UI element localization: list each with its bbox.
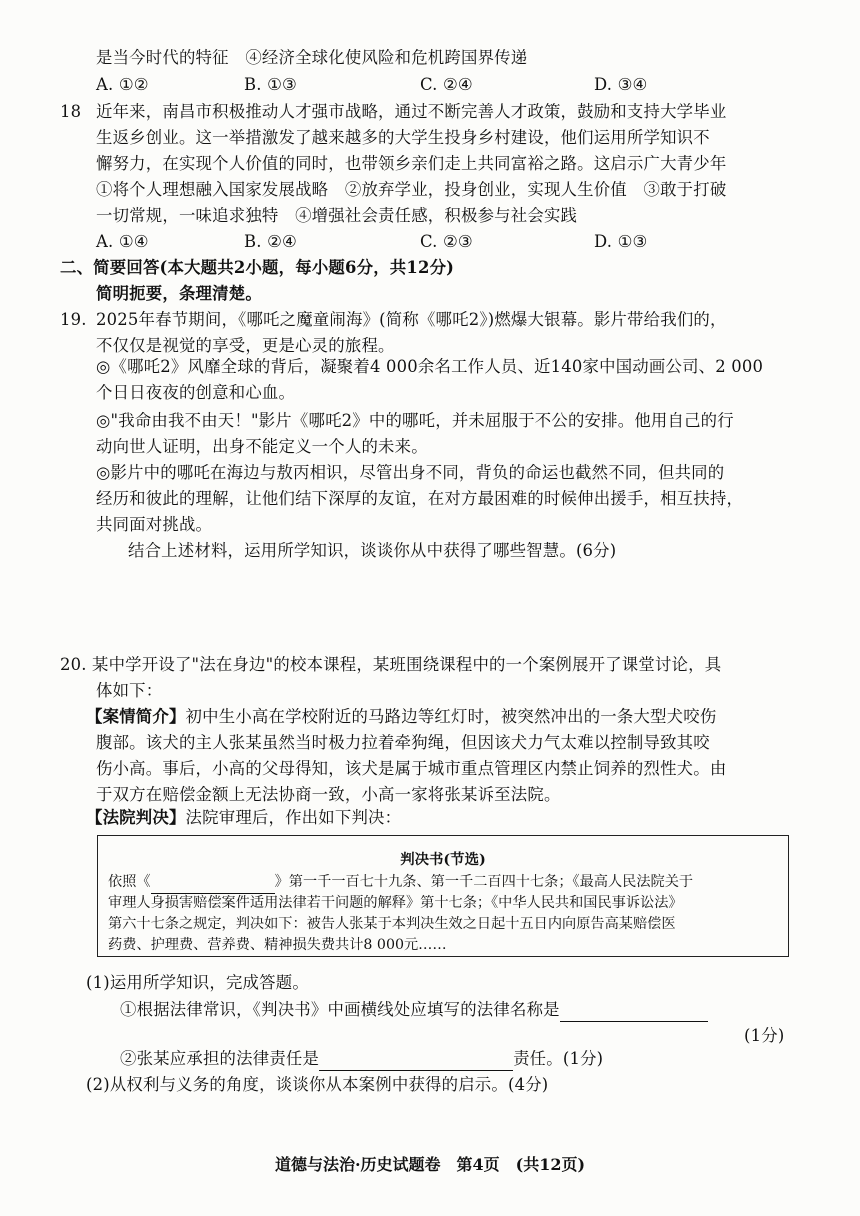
q18-line: ①将个人理想融入国家发展战略 ②放弃学业，投身创业，实现人生价值 ③敢于打破 bbox=[96, 180, 727, 199]
judgment-line-1-post: 》第一千一百七十九条、第一千二百四十七条；《最高人民法院关于 bbox=[274, 874, 694, 890]
answer-blank bbox=[560, 1003, 708, 1022]
q18-option-b: B. ②④ bbox=[244, 232, 297, 251]
verdict-intro bbox=[86, 806, 401, 830]
sub-question-1a-score: (1分) bbox=[744, 1026, 785, 1045]
judgment-line-4: 药费、护理费、营养费、精神损失费共计8 000元…… bbox=[108, 937, 447, 953]
judgment-line-1-pre: 依照《 bbox=[108, 874, 151, 890]
q17-option-c: C. ②④ bbox=[420, 75, 473, 94]
q19-line: ◎影片中的哪吒在海边与敖丙相识，尽管出身不同，背负的命运也截然不同，但共同的 bbox=[96, 463, 725, 482]
q20-number: 20. bbox=[60, 655, 87, 674]
q19-line: 不仅仅是视觉的享受，更是心灵的旅程。 bbox=[96, 336, 395, 355]
q17-option-a: A. ①② bbox=[96, 75, 149, 94]
case-intro bbox=[86, 705, 716, 729]
q18-line: 生返乡创业。这一举措激发了越来越多的大学生投身乡村建设，他们运用所学知识不 bbox=[96, 128, 710, 147]
q19-line: 2025年春节期间，《哪吒之魔童闹海》(简称《哪吒2》)燃爆大银幕。影片带给我们的， bbox=[96, 310, 727, 329]
q20-line: 体如下： bbox=[96, 681, 163, 700]
verdict-label: 【法院判决】 bbox=[86, 808, 186, 827]
q19-number: 19. bbox=[60, 310, 87, 329]
q17-tail: 是当今时代的特征 ④经济全球化使风险和危机跨国界传递 bbox=[96, 48, 528, 67]
q17-option-d: D. ③④ bbox=[594, 75, 648, 94]
q19-line: 动向世人证明，出身不能定义一个人的未来。 bbox=[96, 437, 428, 456]
answer-blank bbox=[319, 1052, 513, 1071]
sub-question-1b-post: 责任。(1分) bbox=[513, 1049, 604, 1068]
judgment-line-3: 第六十七条之规定，判决如下：被告人张某于本判决生效之日起十五日内向原告高某赔偿医 bbox=[108, 916, 676, 932]
q18-option-c: C. ②③ bbox=[420, 232, 473, 251]
sub-question-1: (1)运用所学知识，完成答题。 bbox=[86, 973, 309, 992]
page-footer: 道德与法治·历史试题卷 第4页 (共12页) bbox=[274, 1155, 586, 1174]
q17-option-b: B. ①③ bbox=[244, 75, 297, 94]
judgment-line-2: 审理人身损害赔偿案件适用法律若干问题的解释》第十七条；《中华人民共和国民事诉讼法》 bbox=[108, 895, 683, 911]
q20-line: 某中学开设了"法在身边"的校本课程，某班围绕课程中的一个案例展开了课堂讨论，具 bbox=[92, 655, 722, 674]
q18-line: 懈努力，在实现个人价值的同时，也带领乡亲们走上共同富裕之路。这启示广大青少年 bbox=[96, 154, 727, 173]
section-heading: 二、简要回答(本大题共2小题，每小题6分，共12分) bbox=[60, 258, 455, 277]
q18-line: 一切常规，一味追求独特 ④增强社会责任感，积极参与社会实践 bbox=[96, 206, 578, 225]
sub-question-1b bbox=[120, 1047, 603, 1071]
q18-line: 近年来，南昌市积极推动人才强市战略，通过不断完善人才政策，鼓励和支持大学毕业 bbox=[96, 102, 727, 121]
q19-line: 共同面对挑战。 bbox=[96, 515, 213, 534]
sub-question-1a bbox=[120, 998, 708, 1022]
case-line: 腹部。该犬的主人张某虽然当时极力拉着牵狗绳，但因该犬力气太难以控制导致其咬 bbox=[96, 733, 710, 752]
case-line: 于双方在赔偿金额上无法协商一致，小高一家将张某诉至法院。 bbox=[96, 785, 561, 804]
q19-line: 经历和彼此的理解，让他们结下深厚的友谊，在对方最困难的时候伸出援手，相互扶持， bbox=[96, 489, 744, 508]
q19-question: 结合上述材料，运用所学知识，谈谈你从中获得了哪些智慧。(6分) bbox=[128, 541, 617, 560]
case-line: 伤小高。事后，小高的父母得知，该犬是属于城市重点管理区内禁止饲养的烈性犬。由 bbox=[96, 759, 727, 778]
sub-question-2: (2)从权利与义务的角度，谈谈你从本案例中获得的启示。(4分) bbox=[86, 1075, 549, 1094]
judgment-title: 判决书(节选) bbox=[400, 851, 486, 868]
sub-question-1b-pre: ②张某应承担的法律责任是 bbox=[120, 1049, 320, 1068]
q18-option-a: A. ①④ bbox=[96, 232, 149, 251]
q18-number: 18 bbox=[60, 102, 82, 121]
judgment-box bbox=[97, 835, 789, 957]
verdict-text: 法院审理后，作出如下判决： bbox=[185, 808, 402, 827]
sub-question-1a-text: ①根据法律常识，《判决书》中画横线处应填写的法律名称是 bbox=[120, 1000, 560, 1019]
q19-line: ◎《哪吒2》风靡全球的背后，凝聚着4 000余名工作人员、近140家中国动画公司、2 000 bbox=[96, 357, 764, 376]
section-subheading: 简明扼要，条理清楚。 bbox=[96, 284, 262, 303]
case-text: 初中生小高在学校附近的马路边等红灯时，被突然冲出的一条大型犬咬伤 bbox=[185, 707, 717, 726]
q18-option-d: D. ①③ bbox=[594, 232, 648, 251]
q19-line: 个日日夜夜的创意和心血。 bbox=[96, 383, 296, 402]
case-label: 【案情简介】 bbox=[86, 707, 186, 726]
q19-line: ◎"我命由我不由天！"影片《哪吒2》中的哪吒，并未屈服于不公的安排。他用自己的行 bbox=[96, 411, 734, 430]
